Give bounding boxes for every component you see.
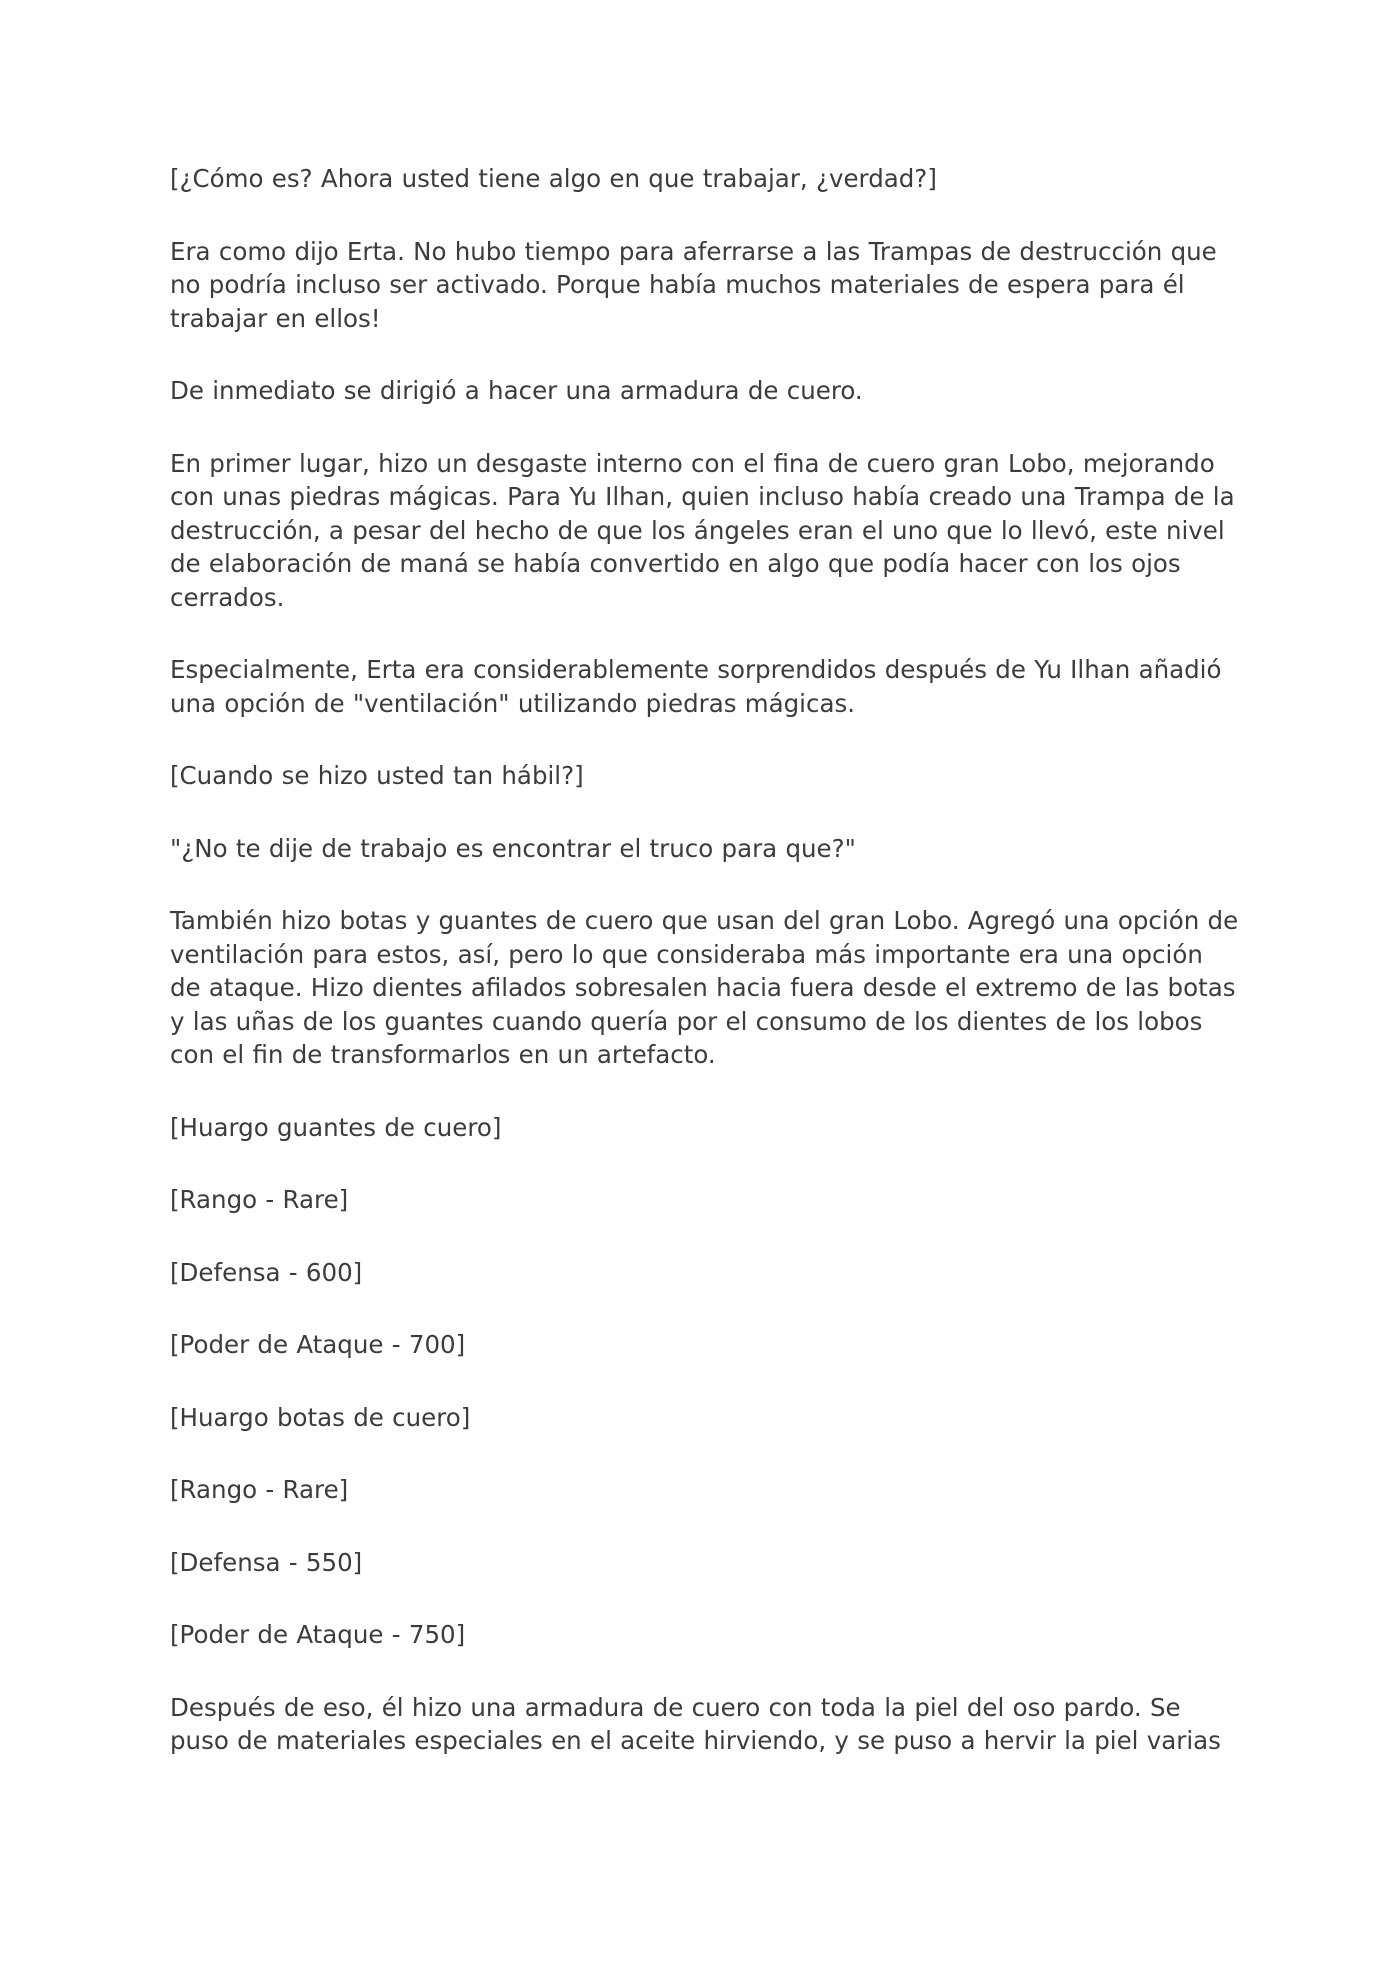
paragraph-1: [¿Cómo es? Ahora usted tiene algo en que trabajar, ¿verdad?] bbox=[170, 164, 937, 193]
item-title-boots: [Huargo botas de cuero] bbox=[170, 1402, 471, 1432]
item-rank-boots: [Rango - Rare] bbox=[170, 1475, 349, 1504]
paragraph-8: También hizo botas y guantes de cuero que usan del gran Lobo. Agregó una opción de ventilación para estos, así, pero lo que consideraba más importante era una opción de ataque. Hizo dientes afilados sobresalen hacia fuera desde el extremo de las botas y las uñas de los guantes cuando quería por el consumo de los dientes de los lobos con el fin de transformarlos en un artefacto. bbox=[170, 906, 1239, 1069]
item-title-gloves: [Huargo guantes de cuero] bbox=[170, 1112, 502, 1142]
item-attack-gloves: [Poder de Ataque - 700] bbox=[170, 1330, 466, 1359]
item-rank-gloves: [Rango - Rare] bbox=[170, 1185, 349, 1214]
item-attack-boots: [Poder de Ataque - 750] bbox=[170, 1620, 466, 1649]
paragraph-7: "¿No te dije de trabajo es encontrar el truco para que?" bbox=[170, 833, 856, 863]
paragraph-2: Era como dijo Erta. No hubo tiempo para aferrarse a las Trampas de destrucción que no podría incluso ser activado. Porque había muchos materiales de espera para él trabajar en ellos! bbox=[170, 236, 1217, 333]
paragraph-final: Después de eso, él hizo una armadura de cuero con toda la piel del oso pardo. Se puso de materiales especiales en el aceite hirviendo, y se puso a hervir la piel varias bbox=[170, 1692, 1221, 1755]
paragraph-4: En primer lugar, hizo un desgaste interno con el fina de cuero gran Lobo, mejorando con unas piedras mágicas. Para Yu Ilhan, quien incluso había creado una Trampa de la destrucción, a pesar del hecho de que los ángeles eran el uno que lo llevó, este nivel de elaboración de maná se había convertido en algo que podía hacer con los ojos cerrados. bbox=[170, 448, 1235, 612]
paragraph-3: De inmediato se dirigió a hacer una armadura de cuero. bbox=[170, 376, 863, 405]
document-body bbox=[170, 162, 1240, 1797]
paragraph-6: [Cuando se hizo usted tan hábil?] bbox=[170, 761, 584, 790]
paragraph-5: Especialmente, Erta era considerablemente sorprendidos después de Yu Ilhan añadió una opción de "ventilación" utilizando piedras mágicas. bbox=[170, 655, 1222, 718]
item-defense-gloves: [Defensa - 600] bbox=[170, 1257, 363, 1287]
item-defense-boots: [Defensa - 550] bbox=[170, 1547, 363, 1577]
